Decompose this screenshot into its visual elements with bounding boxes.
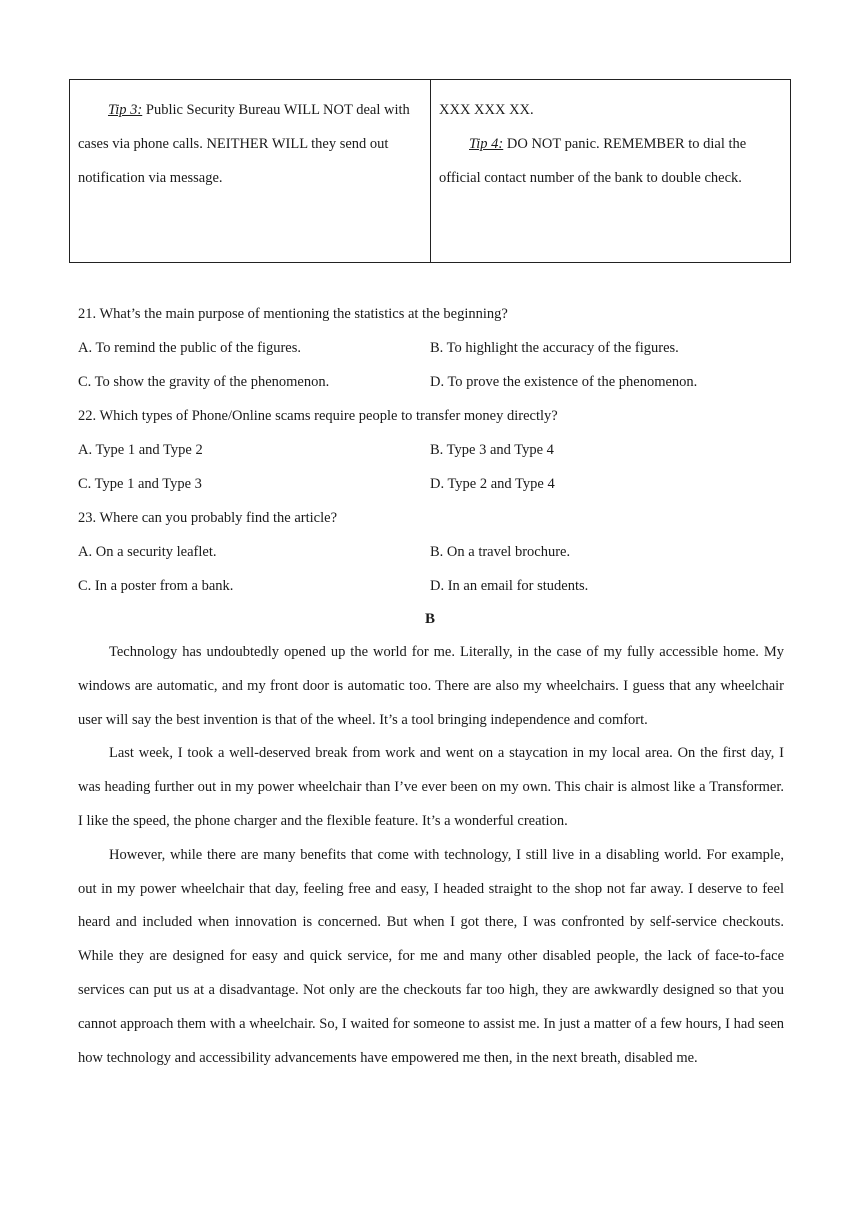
option-row xyxy=(78,433,788,467)
tip-4 xyxy=(439,127,782,195)
tip-3-label: Tip 3: xyxy=(108,102,143,118)
option-c: C. To show the gravity of the phenomenon. xyxy=(78,374,330,390)
question-stem: 21. What’s the main purpose of mentioning the statistics at the beginning? xyxy=(78,306,508,322)
option-row xyxy=(78,569,788,603)
option-b: B. Type 3 and Type 4 xyxy=(430,442,554,458)
question-21 xyxy=(78,297,788,399)
paragraph-3: However, while there are many benefits that come with technology, I still live in a disabling world. For example, out in my power wheelchair that day, feeling free and easy, I headed straight to the shop not far away. I deserve to feel heard and included when innovation is concerned. But when I got there, I was confronted by self-service checkouts. While they are designed for easy and quick service, for me and many other disabled people, the lack of face-to-face services can put us at a disadvantage. Not only are the checkouts far too high, they are awkwardly designed so that you cannot approach them with a wheelchair. So, I waited for someone to assist me. In just a matter of a few hours, I had seen how technology and accessibility advancements have empowered me then, in the next breath, disabled me. xyxy=(78,846,784,1066)
option-row xyxy=(78,331,788,365)
option-c: C. In a poster from a bank. xyxy=(78,578,234,594)
option-c: C. Type 1 and Type 3 xyxy=(78,476,202,492)
option-d: D. Type 2 and Type 4 xyxy=(430,476,555,492)
tips-cell-right xyxy=(430,80,790,262)
tip-continuation: XXX XXX XX. xyxy=(439,102,534,118)
tip-3-text: Public Security Bureau WILL NOT deal with cases via phone calls. NEITHER WILL they send out notification via message. xyxy=(78,102,410,186)
section-heading: B xyxy=(424,611,435,627)
tip-4-text: DO NOT panic. REMEMBER to dial the official contact number of the bank to double check. xyxy=(439,136,747,186)
option-a: A. To remind the public of the figures. xyxy=(78,340,302,356)
option-a: A. Type 1 and Type 2 xyxy=(78,442,203,458)
question-22 xyxy=(78,399,788,501)
paragraph-2: Last week, I took a well-deserved break from work and went on a staycation in my local area. On the first day, I was heading further out in my power wheelchair than I’ve ever been on my own. This chair is almost like a Transformer. I like the speed, the phone charger and the flexible feature. It’s a wonderful creation. xyxy=(78,745,784,829)
question-23 xyxy=(78,501,788,603)
option-a: A. On a security leaflet. xyxy=(78,544,217,560)
paragraph-1: Technology has undoubtedly opened up the world for me. Literally, in the case of my fully accessible home. My windows are automatic, and my front door is automatic too. There are also my wheelchairs. I guess that any wheelchair user will say the best invention is that of the wheel. It’s a tool bringing independence and comfort. xyxy=(78,644,784,728)
question-stem: 23. Where can you probably find the article? xyxy=(78,510,338,526)
option-row xyxy=(78,365,788,399)
tips-cell-left xyxy=(70,80,430,262)
option-d: D. To prove the existence of the phenomenon. xyxy=(430,374,698,390)
option-row xyxy=(78,535,788,569)
option-b: B. On a travel brochure. xyxy=(430,544,571,560)
tips-table xyxy=(69,79,791,263)
option-b: B. To highlight the accuracy of the figures. xyxy=(430,340,679,356)
question-stem: 22. Which types of Phone/Online scams require people to transfer money directly? xyxy=(78,408,558,424)
questions xyxy=(78,297,788,603)
passage-b xyxy=(78,636,784,1075)
option-row xyxy=(78,467,788,501)
tip-4-label: Tip 4: xyxy=(469,136,504,152)
option-d: D. In an email for students. xyxy=(430,578,589,594)
tip-3 xyxy=(78,93,422,195)
